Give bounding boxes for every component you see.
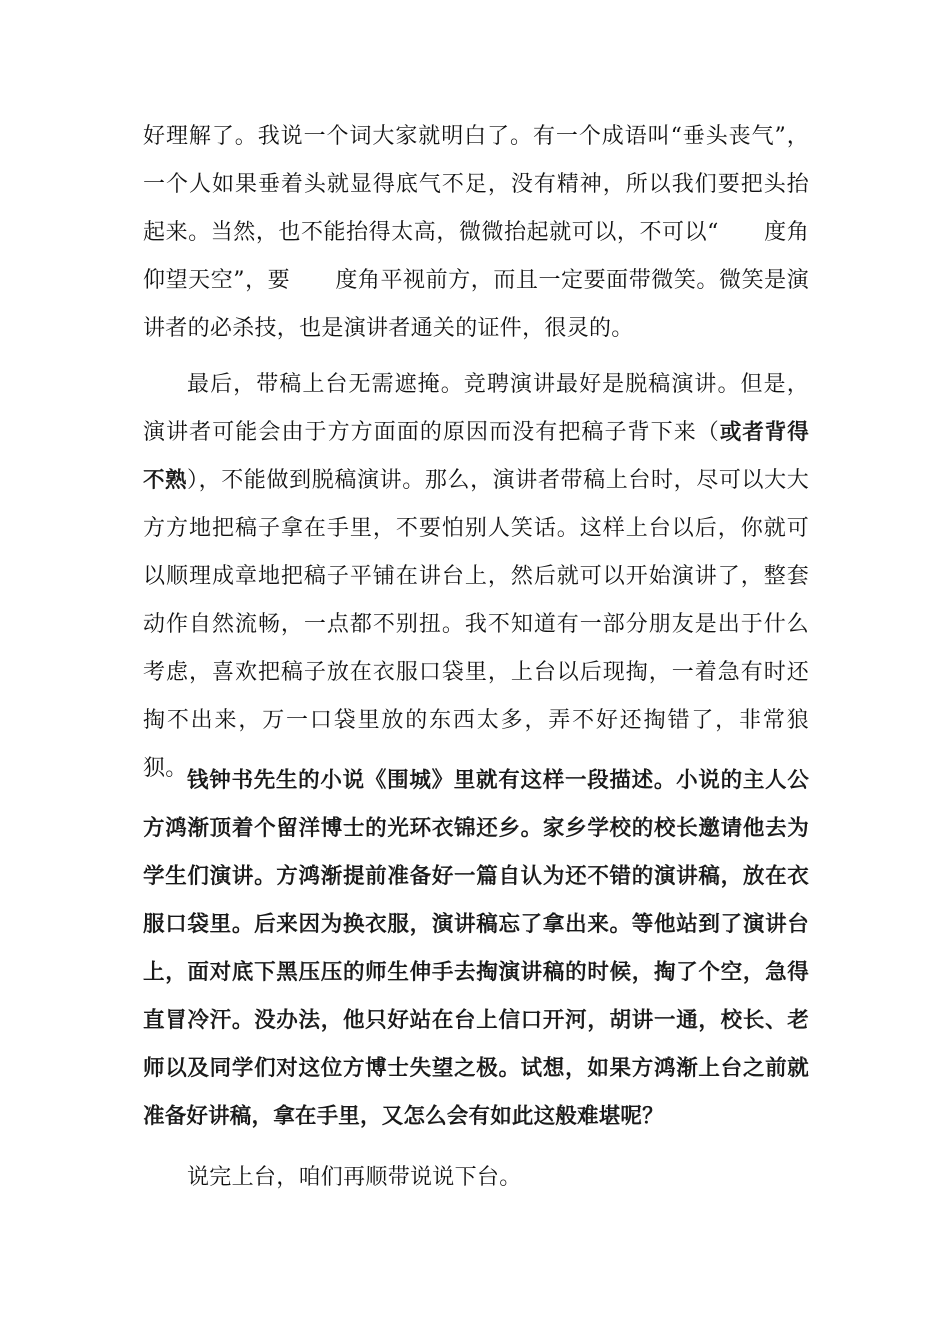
paragraph-bring-script-part-a: 最后，带稿上台无需遮掩。竞聘演讲最好是脱稿演讲。但是，演讲者可能会由于方方面面的原因而没有把稿子背下来（ [143, 372, 809, 445]
paragraph-fortress-besieged: 钱钟书先生的小说《围城》里就有这样一段描述。小说的主人公方鸿渐顶着个留洋博士的光环衣锦还乡。家乡学校的校长邀请他去为学生们演讲。方鸿渐提前准备好一篇自认为还不错的演讲稿，放在衣服口袋里。后来因为换衣服，演讲稿忘了拿出来。等他站到了演讲台上，面对底下黑压压的师生伸手去掏演讲稿的时候，掏了个空，急得直冒冷汗。没办法，他只好站在台上信口开河，胡讲一通，校长、老师以及同学们对这位方博士失望之极。试想，如果方鸿渐上台之前就准备好讲稿，拿在手里，又怎么会有如此这般难堪呢？ [143, 768, 809, 1129]
paragraph-head-posture: 好理解了。我说一个词大家就明白了。有一个成语叫“垂头丧气”，一个人如果垂着头就显得底气不足，没有精神，所以我们要把头抬起来。当然，也不能抬得太高，微微抬起就可以，不可以“ 度角仰望天空”，要 度角平视前方，而且一定要面带微笑。微笑是演讲者的必杀技，也是演讲者通关的证件，很灵的。 [143, 124, 809, 341]
paragraph-leaving-stage: 说完上台，咱们再顺带说说下台。 [187, 1165, 522, 1190]
paragraph-bring-script-part-b: ），不能做到脱稿演讲。那么，演讲者带稿上台时，尽可以大大方方地把稿子拿在手里，不要怕别人笑话。这样上台以后，你就可以顺理成章地把稿子平铺在讲台上，然后就可以开始演讲了，整套动作自然流畅，一点都不别扭。我不知道有一部分朋友是出于什么考虑，喜欢把稿子放在衣服口袋里，上台以后现掏，一着急有时还掏不出来，万一口袋里放的东西太多，弄不好还掏错了，非常狼狈。 [143, 468, 810, 781]
paragraph-bring-script [143, 361, 809, 793]
paragraph-bring-script-bold: 或者背得不熟 [143, 420, 809, 493]
